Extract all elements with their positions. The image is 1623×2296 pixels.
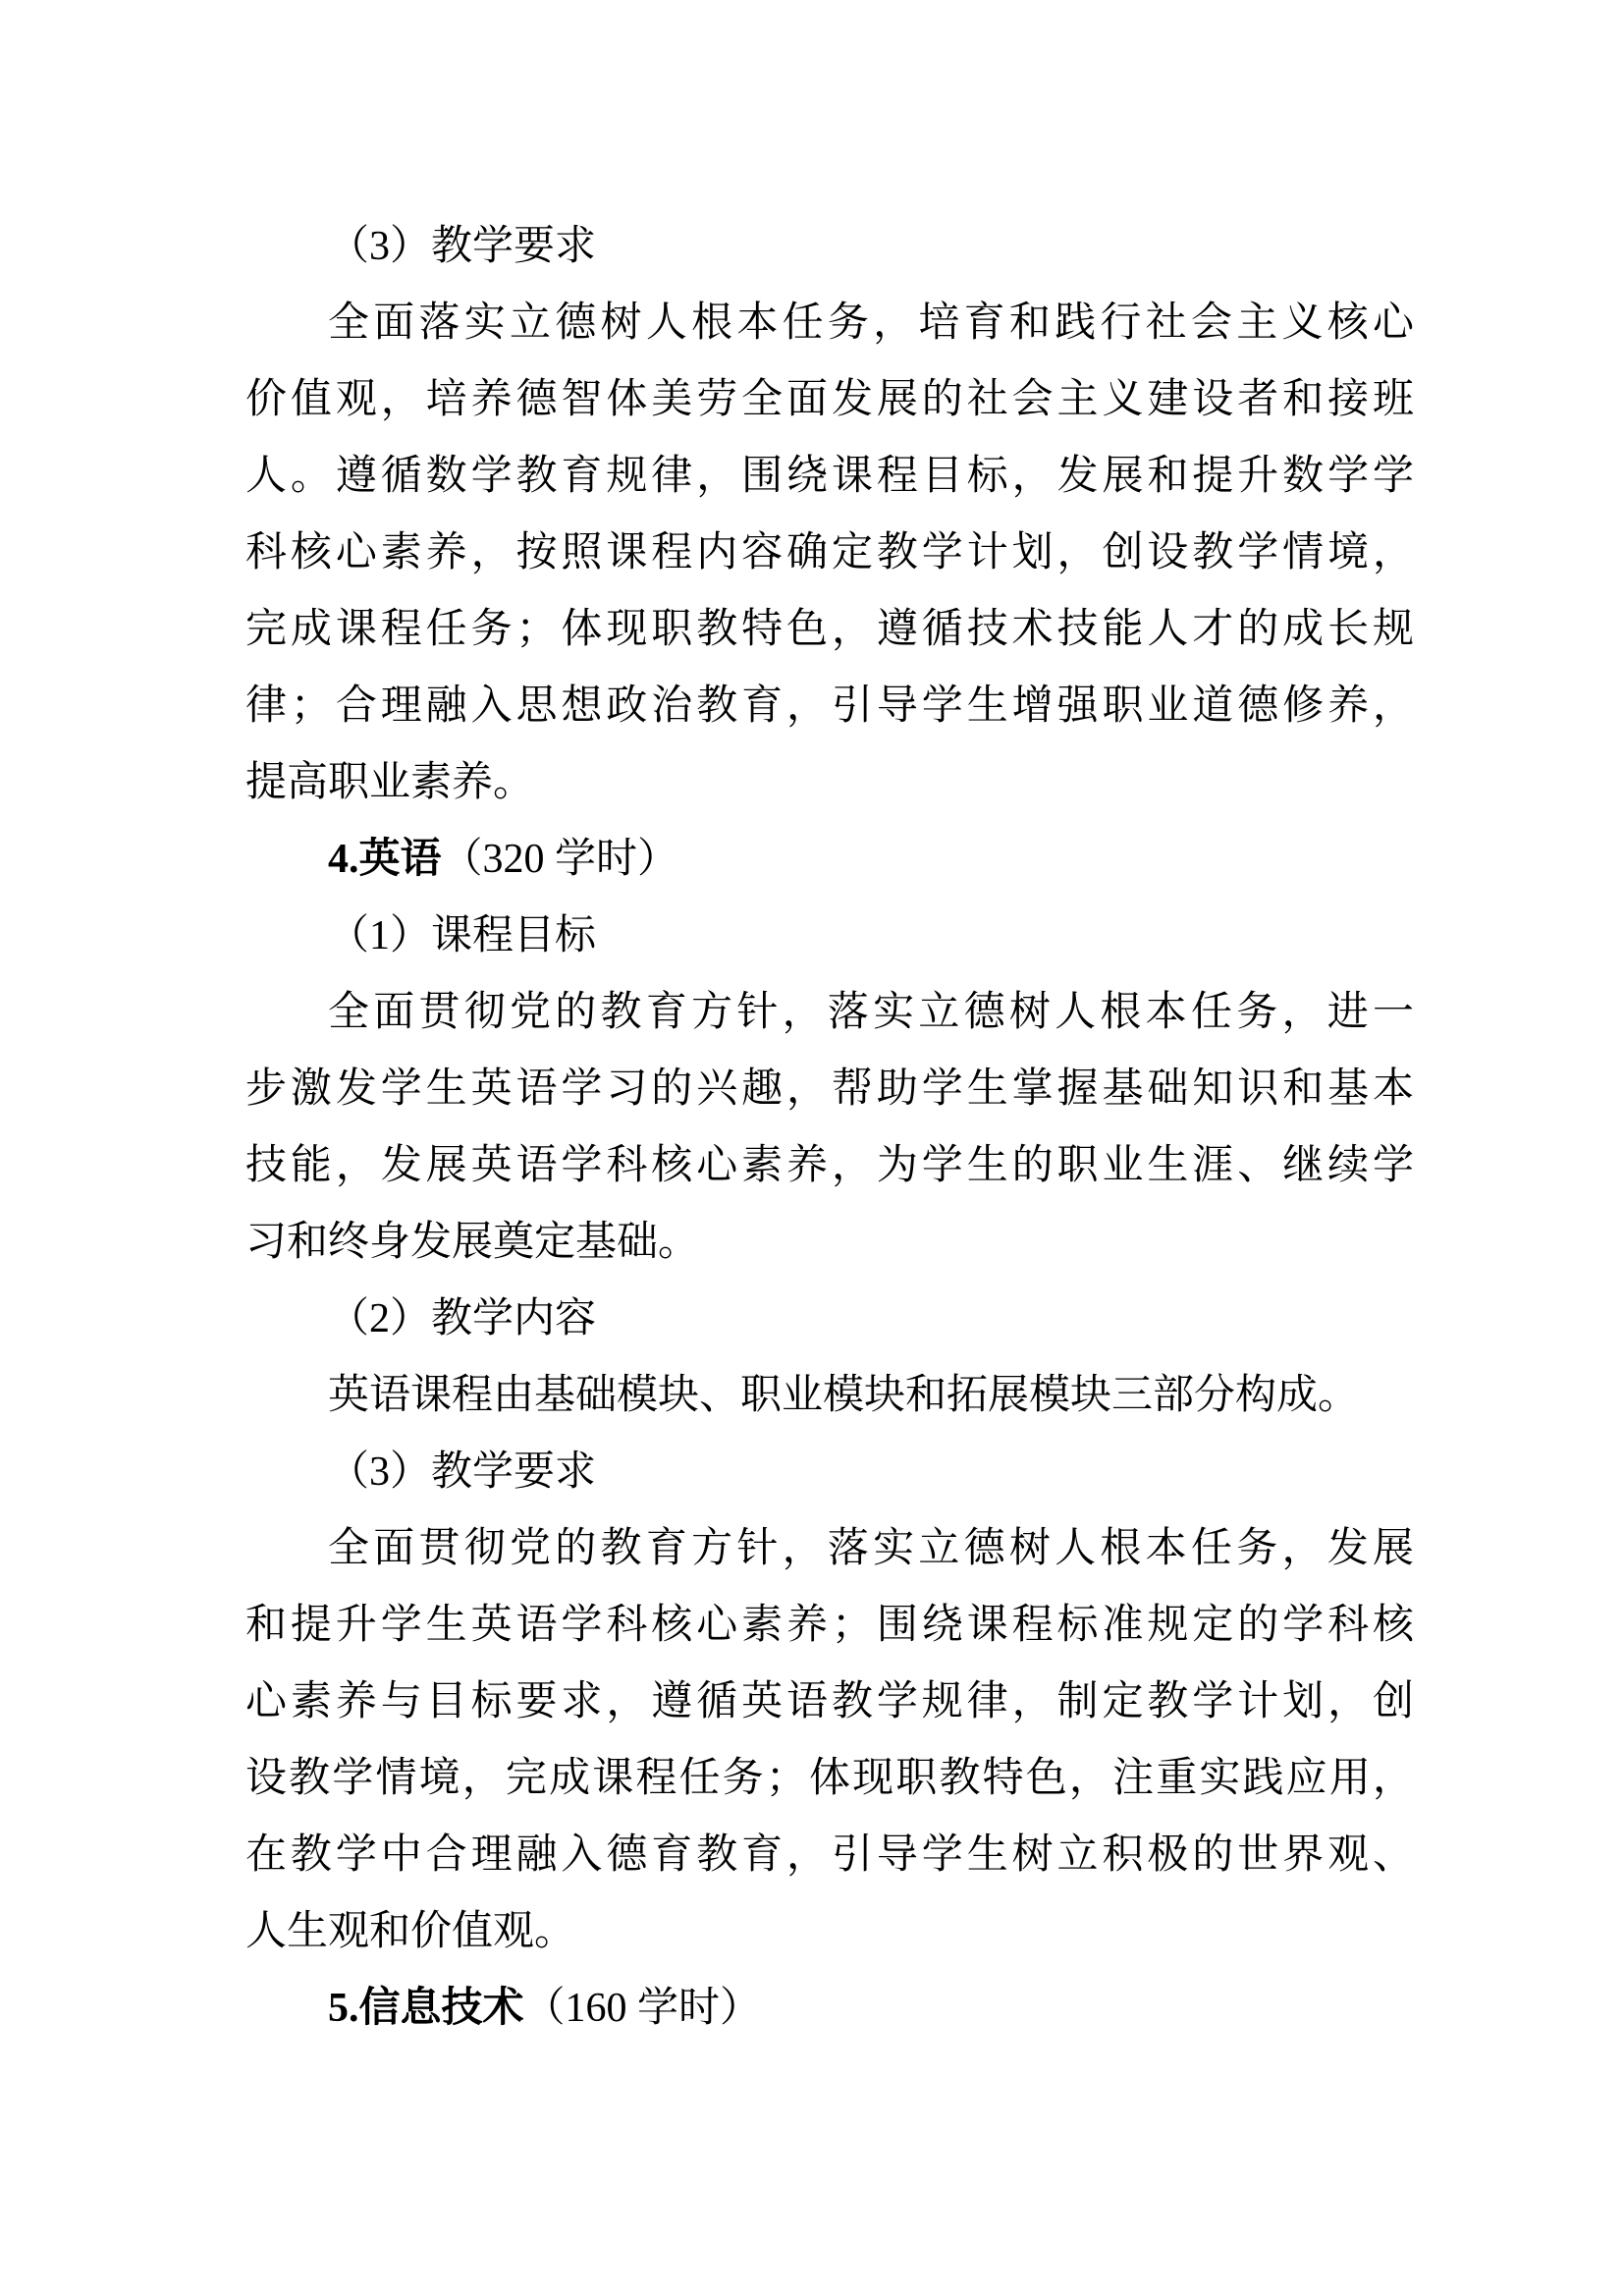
paragraph-line: 律；合理融入思想政治教育，引导学生增强职业道德修养， bbox=[245, 683, 1414, 729]
paragraph-line: 全面贯彻党的教育方针，落实立德树人根本任务，发展 bbox=[328, 1526, 1414, 1571]
heading-info-tech-course bbox=[245, 1970, 1414, 2047]
paragraph-line: 和提升学生英语学科核心素养；围绕课程标准规定的学科核 bbox=[245, 1603, 1414, 1648]
paragraph-line: 科核心素养，按照课程内容确定教学计划，创设教学情境， bbox=[245, 530, 1414, 575]
subheading-course-objectives: （1）课程目标 bbox=[328, 913, 597, 958]
heading-english-course bbox=[245, 821, 1414, 898]
paragraph-line: 人。遵循数学教育规律，围绕课程目标，发展和提升数学学 bbox=[245, 454, 1414, 499]
paragraph-line: 在教学中合理融入德育教育，引导学生树立积极的世界观、 bbox=[245, 1832, 1414, 1878]
paragraph-line: 人生观和价值观。 bbox=[245, 1909, 576, 1954]
paragraph-line: 全面贯彻党的教育方针，落实立德树人根本任务，进一 bbox=[328, 990, 1414, 1035]
paragraph-line: 习和终身发展奠定基础。 bbox=[245, 1220, 700, 1265]
subheading-teaching-requirements-english: （3）教学要求 bbox=[328, 1449, 597, 1495]
subheading-teaching-content: （2）教学内容 bbox=[328, 1296, 597, 1341]
paragraph-line: 心素养与目标要求，遵循英语教学规律，制定教学计划，创 bbox=[245, 1679, 1414, 1724]
paragraph-line: 英语课程由基础模块、职业模块和拓展模块三部分构成。 bbox=[328, 1373, 1360, 1418]
paragraph-line: 提高职业素养。 bbox=[245, 760, 535, 805]
paragraph-line: 技能，发展英语学科核心素养，为学生的职业生涯、继续学 bbox=[245, 1143, 1414, 1188]
heading-info-tech-hours: （160 学时） bbox=[523, 1986, 762, 2031]
heading-english-hours: （320 学时） bbox=[441, 837, 679, 882]
paragraph-line: 价值观，培养德智体美劳全面发展的社会主义建设者和接班 bbox=[245, 377, 1414, 422]
paragraph-line: 完成课程任务；体现职教特色，遵循技术技能人才的成长规 bbox=[245, 607, 1414, 652]
heading-info-tech-title: 5.信息技术 bbox=[328, 1986, 524, 2031]
subheading-teaching-requirements-math: （3）教学要求 bbox=[328, 224, 597, 269]
paragraph-line: 步激发学生英语学习的兴趣，帮助学生掌握基础知识和基本 bbox=[245, 1066, 1414, 1112]
heading-english-title: 4.英语 bbox=[328, 837, 442, 882]
paragraph-line: 设教学情境，完成课程任务；体现职教特色，注重实践应用， bbox=[245, 1756, 1414, 1801]
paragraph-line: 全面落实立德树人根本任务，培育和践行社会主义核心 bbox=[328, 301, 1414, 346]
